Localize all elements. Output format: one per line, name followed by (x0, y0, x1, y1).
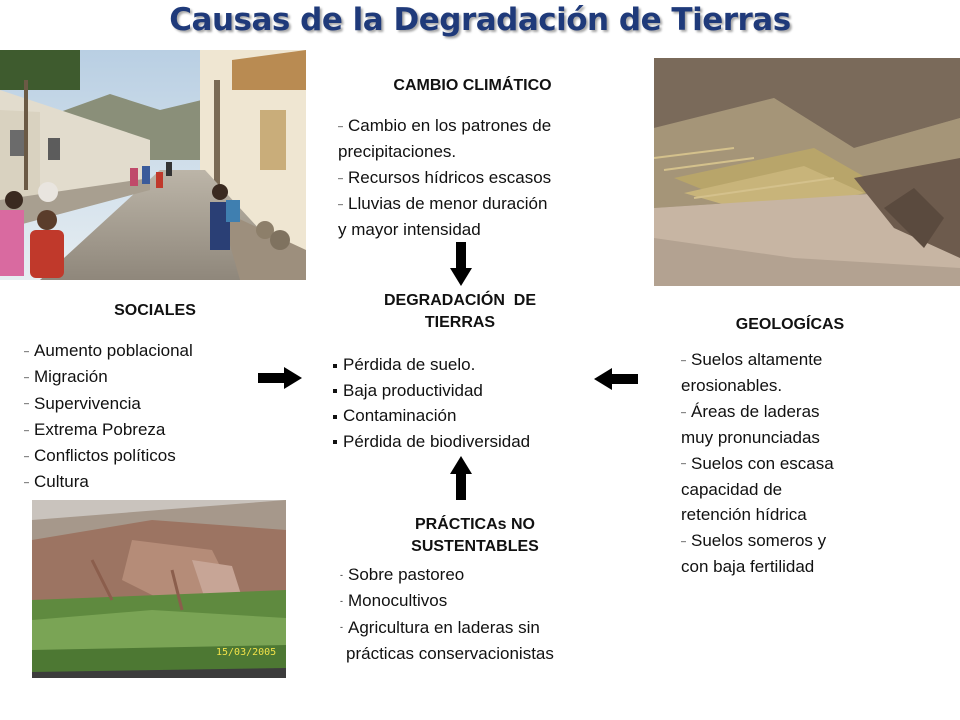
arrow-right (258, 367, 302, 389)
geologicas-heading: GEOLOGÍCAS (735, 316, 845, 333)
list-item: erosionables. (681, 376, 783, 396)
sociales-heading: SOCIALES (114, 302, 196, 319)
practicas-list (340, 562, 640, 666)
list-item: – Suelos someros y (681, 530, 827, 550)
list-item: muy pronunciadas (681, 428, 820, 448)
list-item: - Agricultura en laderas sin (340, 617, 540, 637)
list-item: – Cambio en los patrones de (338, 116, 552, 135)
list-item: – Extrema Pobreza (24, 419, 166, 439)
cambio-climatico-heading: CAMBIO CLIMÁTICO (393, 77, 552, 94)
list-item: Pérdida de suelo. (333, 352, 613, 378)
arrow-down (450, 242, 472, 286)
list-item: Pérdida de biodiversidad (333, 429, 613, 455)
list-item: retención hídrica (681, 505, 807, 525)
page-title: Causas de la Degradación de Tierras (169, 2, 791, 38)
list-item: – Cultura (24, 472, 89, 492)
list-item: – Conflictos políticos (24, 446, 176, 466)
list-item: – Migración (24, 367, 108, 387)
list-item: – Aumento poblacional (24, 341, 193, 360)
list-item: – Lluvias de menor duración (338, 194, 548, 214)
list-item: - Sobre pastoreo (340, 565, 465, 584)
arrow-left (594, 368, 638, 390)
degradacion-list (333, 352, 613, 454)
sociales-list (24, 338, 264, 496)
geologicas-list (681, 347, 931, 580)
list-item: prácticas conservacionistas (346, 643, 554, 663)
list-item: – Recursos hídricos escasos (338, 167, 552, 187)
terraced-valley-photo (654, 58, 960, 286)
list-item: con baja fertilidad (681, 557, 815, 577)
list-item: capacidad de (681, 479, 783, 499)
arrow-up (450, 456, 472, 500)
list-item: – Supervivencia (24, 393, 141, 413)
list-item: – Suelos altamente (681, 350, 823, 369)
list-item: – Suelos con escasa (681, 453, 834, 473)
photo-date-stamp: 15/03/2005 (216, 647, 277, 658)
degradacion-heading: DEGRADACIÓN DE TIERRAS (383, 292, 536, 331)
list-item: Baja productividad (333, 378, 613, 404)
list-item: y mayor intensidad (338, 220, 481, 240)
eroded-hillside-photo (32, 500, 286, 678)
village-street-photo (0, 50, 306, 280)
list-item: - Monocultivos (340, 591, 448, 611)
list-item: – Áreas de laderas (681, 401, 820, 421)
cambio-climatico-list (338, 113, 628, 243)
practicas-heading: PRÁCTICAs NO SUSTENTABLES (411, 516, 539, 555)
list-item: precipitaciones. (338, 142, 457, 162)
list-item: Contaminación (333, 403, 613, 429)
